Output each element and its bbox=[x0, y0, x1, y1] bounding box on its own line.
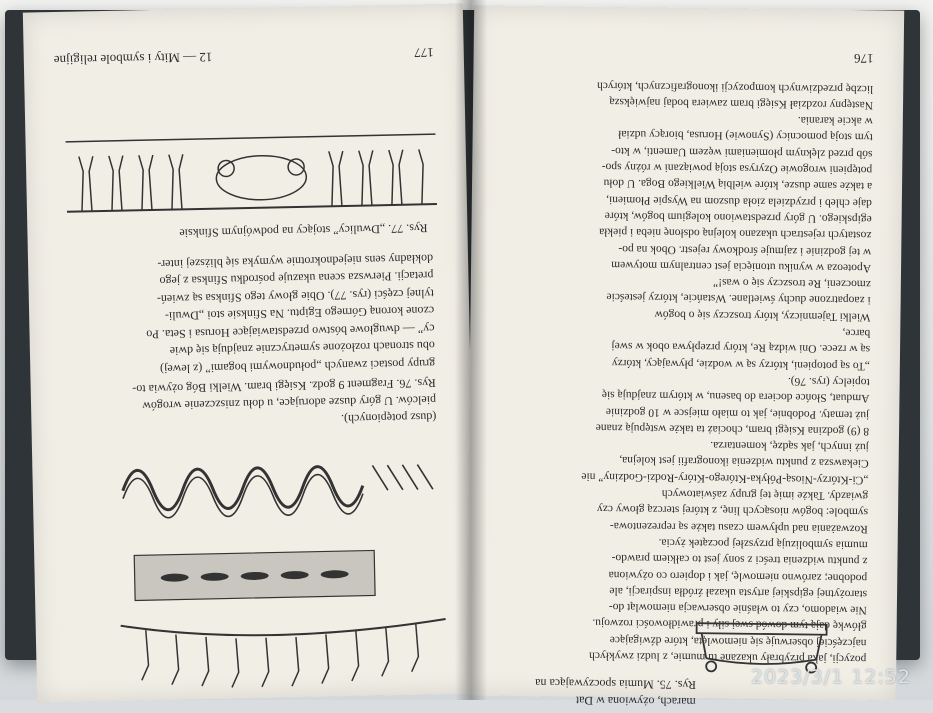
serpent-outline bbox=[123, 474, 364, 519]
left-page-number: 177 bbox=[414, 45, 434, 61]
caption-77: Rys. 77. „Dwulicy” stojący na podwójnym Sfinksie bbox=[179, 221, 428, 241]
text-line: Rys. 76. Fragment 9 godz. Księgi bram. Wielki Bóg ożywia to- bbox=[132, 376, 436, 397]
text-line: mumia symbolizują przyszłej początek życia. bbox=[658, 536, 868, 551]
figure-76-people bbox=[372, 464, 433, 490]
figure-76-illustration bbox=[112, 443, 477, 690]
text-line: daje chleb i przydziela zioła duszom na Wyspie Płomieni, bbox=[606, 193, 872, 209]
right-page-header bbox=[504, 46, 874, 67]
text-line: zmoczeni, Re troszczy się o was!” bbox=[713, 276, 871, 291]
text-line: „To są potopieni, którzy są w wodzie, pływający, którzy bbox=[611, 356, 870, 372]
text-line: pretacji. Pierwsza scena ukazuje pośrodku Sfinksa z jego bbox=[159, 269, 434, 289]
text-line: a także same dusze, które wielbią Wielkiego Boga. U dołu bbox=[603, 177, 873, 193]
text-line: topielcy (rys. 76). bbox=[787, 374, 870, 388]
text-line: egipskiego. U góry przedstawiono kolegium bogów, które bbox=[604, 209, 872, 225]
text-line: Ciekawsza z punktu widzenia ikonografii jest kolejna, bbox=[619, 454, 869, 470]
right-body-text bbox=[496, 76, 873, 667]
text-line: grupy postaci zwanych „połudnowymi bogami” (z lewej) bbox=[159, 356, 436, 377]
text-line: dokładny sens niejednokrotnie wymyka się bliższej inter- bbox=[157, 251, 434, 272]
text-line: obu stronach rozłożone symetrycznie znajdują się dwie bbox=[169, 339, 436, 359]
text-line: Wielki Tajemniczy, który troszczy się o bogów bbox=[654, 308, 871, 323]
text-line: marach, ożywiona w Dat bbox=[575, 693, 696, 710]
text-line: główkę dają tym dowód swej siły i prawidłowości rozwoju. bbox=[592, 616, 867, 633]
text-line: 8 (9) godzina Księgi bram, chociaż ta także wstępują znane bbox=[595, 421, 870, 437]
photo-timestamp: 2023/3/1 12:52 bbox=[750, 666, 911, 688]
left-page bbox=[23, 3, 477, 702]
figure-77-figures bbox=[79, 149, 424, 211]
text-line: sób przed zlęknym płomieniami węzem Uamenti, w kto- bbox=[611, 144, 873, 160]
text-line: Rozważania nad upływem czasu także są reprezentowa- bbox=[609, 519, 868, 535]
text-line: Nie wiadomo, czy to właśnie obserwacja niemowląt do- bbox=[608, 600, 867, 617]
text-line: pozycji, jaka przybrały ukazane tu mumie, z ludzi zwykłych bbox=[589, 649, 867, 665]
text-line: symbole: bogów niosących linę, z której sterczą głowy czy bbox=[596, 502, 869, 519]
text-line: z punktu widzenia treści z sony jest to całkiem prawdo- bbox=[611, 552, 868, 568]
text-line: liczbę przedziwnych kompozycji ikonograficznych, których bbox=[596, 79, 874, 95]
text-line: barce, bbox=[842, 326, 871, 340]
text-line: potępieni wrogowie Ozyrysa stoją powiązani w różny spo- bbox=[601, 160, 873, 177]
text-line: zostatych rejestrach ukazano kolejną odsłonę nieba i piekła bbox=[599, 225, 872, 242]
right-page bbox=[466, 5, 904, 710]
figure-77-illustration bbox=[60, 124, 442, 222]
text-line: (dusz potępionych). bbox=[340, 410, 437, 427]
book-gutter-shadow bbox=[455, 0, 487, 700]
text-line: już tematy. Podobnie, jak to miało miejsce w 10 godzinie bbox=[605, 405, 870, 421]
text-line: pielców. U góry dusze adorujące, u dołu zniszczenie wrogów bbox=[142, 393, 437, 414]
left-running-head: 12 — Mity i symbole religijne bbox=[53, 49, 213, 69]
text-line: czone koroną Górnego Egiptu. Na Sfinksie stoi „Dwuli- bbox=[164, 304, 435, 324]
text-line: są w rzece. Oni widzą Re, który przepływa obok w swej bbox=[611, 340, 871, 356]
left-page-header bbox=[54, 44, 434, 68]
text-line: tylnej części (rys. 77). Obie głowy tego Sfinksa są zwień- bbox=[156, 286, 434, 307]
text-line: Amduat, Słońce dociera do basenu, w którym znajdują się bbox=[601, 388, 870, 405]
text-line: i zaopatrzone duchy świetlane. Wstańcie, którzy jesteście bbox=[606, 291, 871, 307]
text-line: cy” — dwugłowe bóstwo przedstawiające Horusa i Seta. Po bbox=[146, 321, 435, 342]
caption-75 bbox=[506, 674, 696, 710]
serpent-drawing bbox=[122, 466, 363, 511]
text-line: „Ci-Którzy-Niosą-Półyka-Którego-Który-Rodzi-Godziny” nie bbox=[581, 470, 869, 486]
caption-76 bbox=[76, 374, 437, 433]
text-line: najczęściej obserwuję się niemowlęta, które dźwigające bbox=[609, 633, 867, 649]
text-line: Następny rozdział Księgi bram zawiera bodaj największą bbox=[609, 95, 874, 111]
text-line: gwiazdy. Także imię tej grupy zaświatowych bbox=[661, 487, 869, 502]
text-line: Rys. 75. Mumia spoczywająca na bbox=[535, 676, 697, 693]
text-line: podobne; zarówno niemowlę, jak i dopiero co ożywiona bbox=[608, 568, 868, 584]
text-line: w tej godzinie i zajmuje środkowy rejestr. Obok na po- bbox=[618, 242, 872, 258]
left-body-text bbox=[73, 249, 435, 379]
text-line: Apoteoza w wyniku utonięcia jest centralnym motywem bbox=[611, 258, 872, 274]
text-line: starożytnej egipskiej artysta ukazał źródła inspiracji, ale bbox=[609, 584, 868, 600]
text-line: już innych, jak sądzę, komentarza. bbox=[710, 439, 869, 454]
text-line: w akcie karania. bbox=[797, 114, 873, 128]
text-line: tym stoją pomocnicy (Synowie) Horusa, biorący udział bbox=[618, 128, 873, 144]
rope-line bbox=[121, 619, 446, 638]
right-page-number: 176 bbox=[854, 51, 874, 67]
